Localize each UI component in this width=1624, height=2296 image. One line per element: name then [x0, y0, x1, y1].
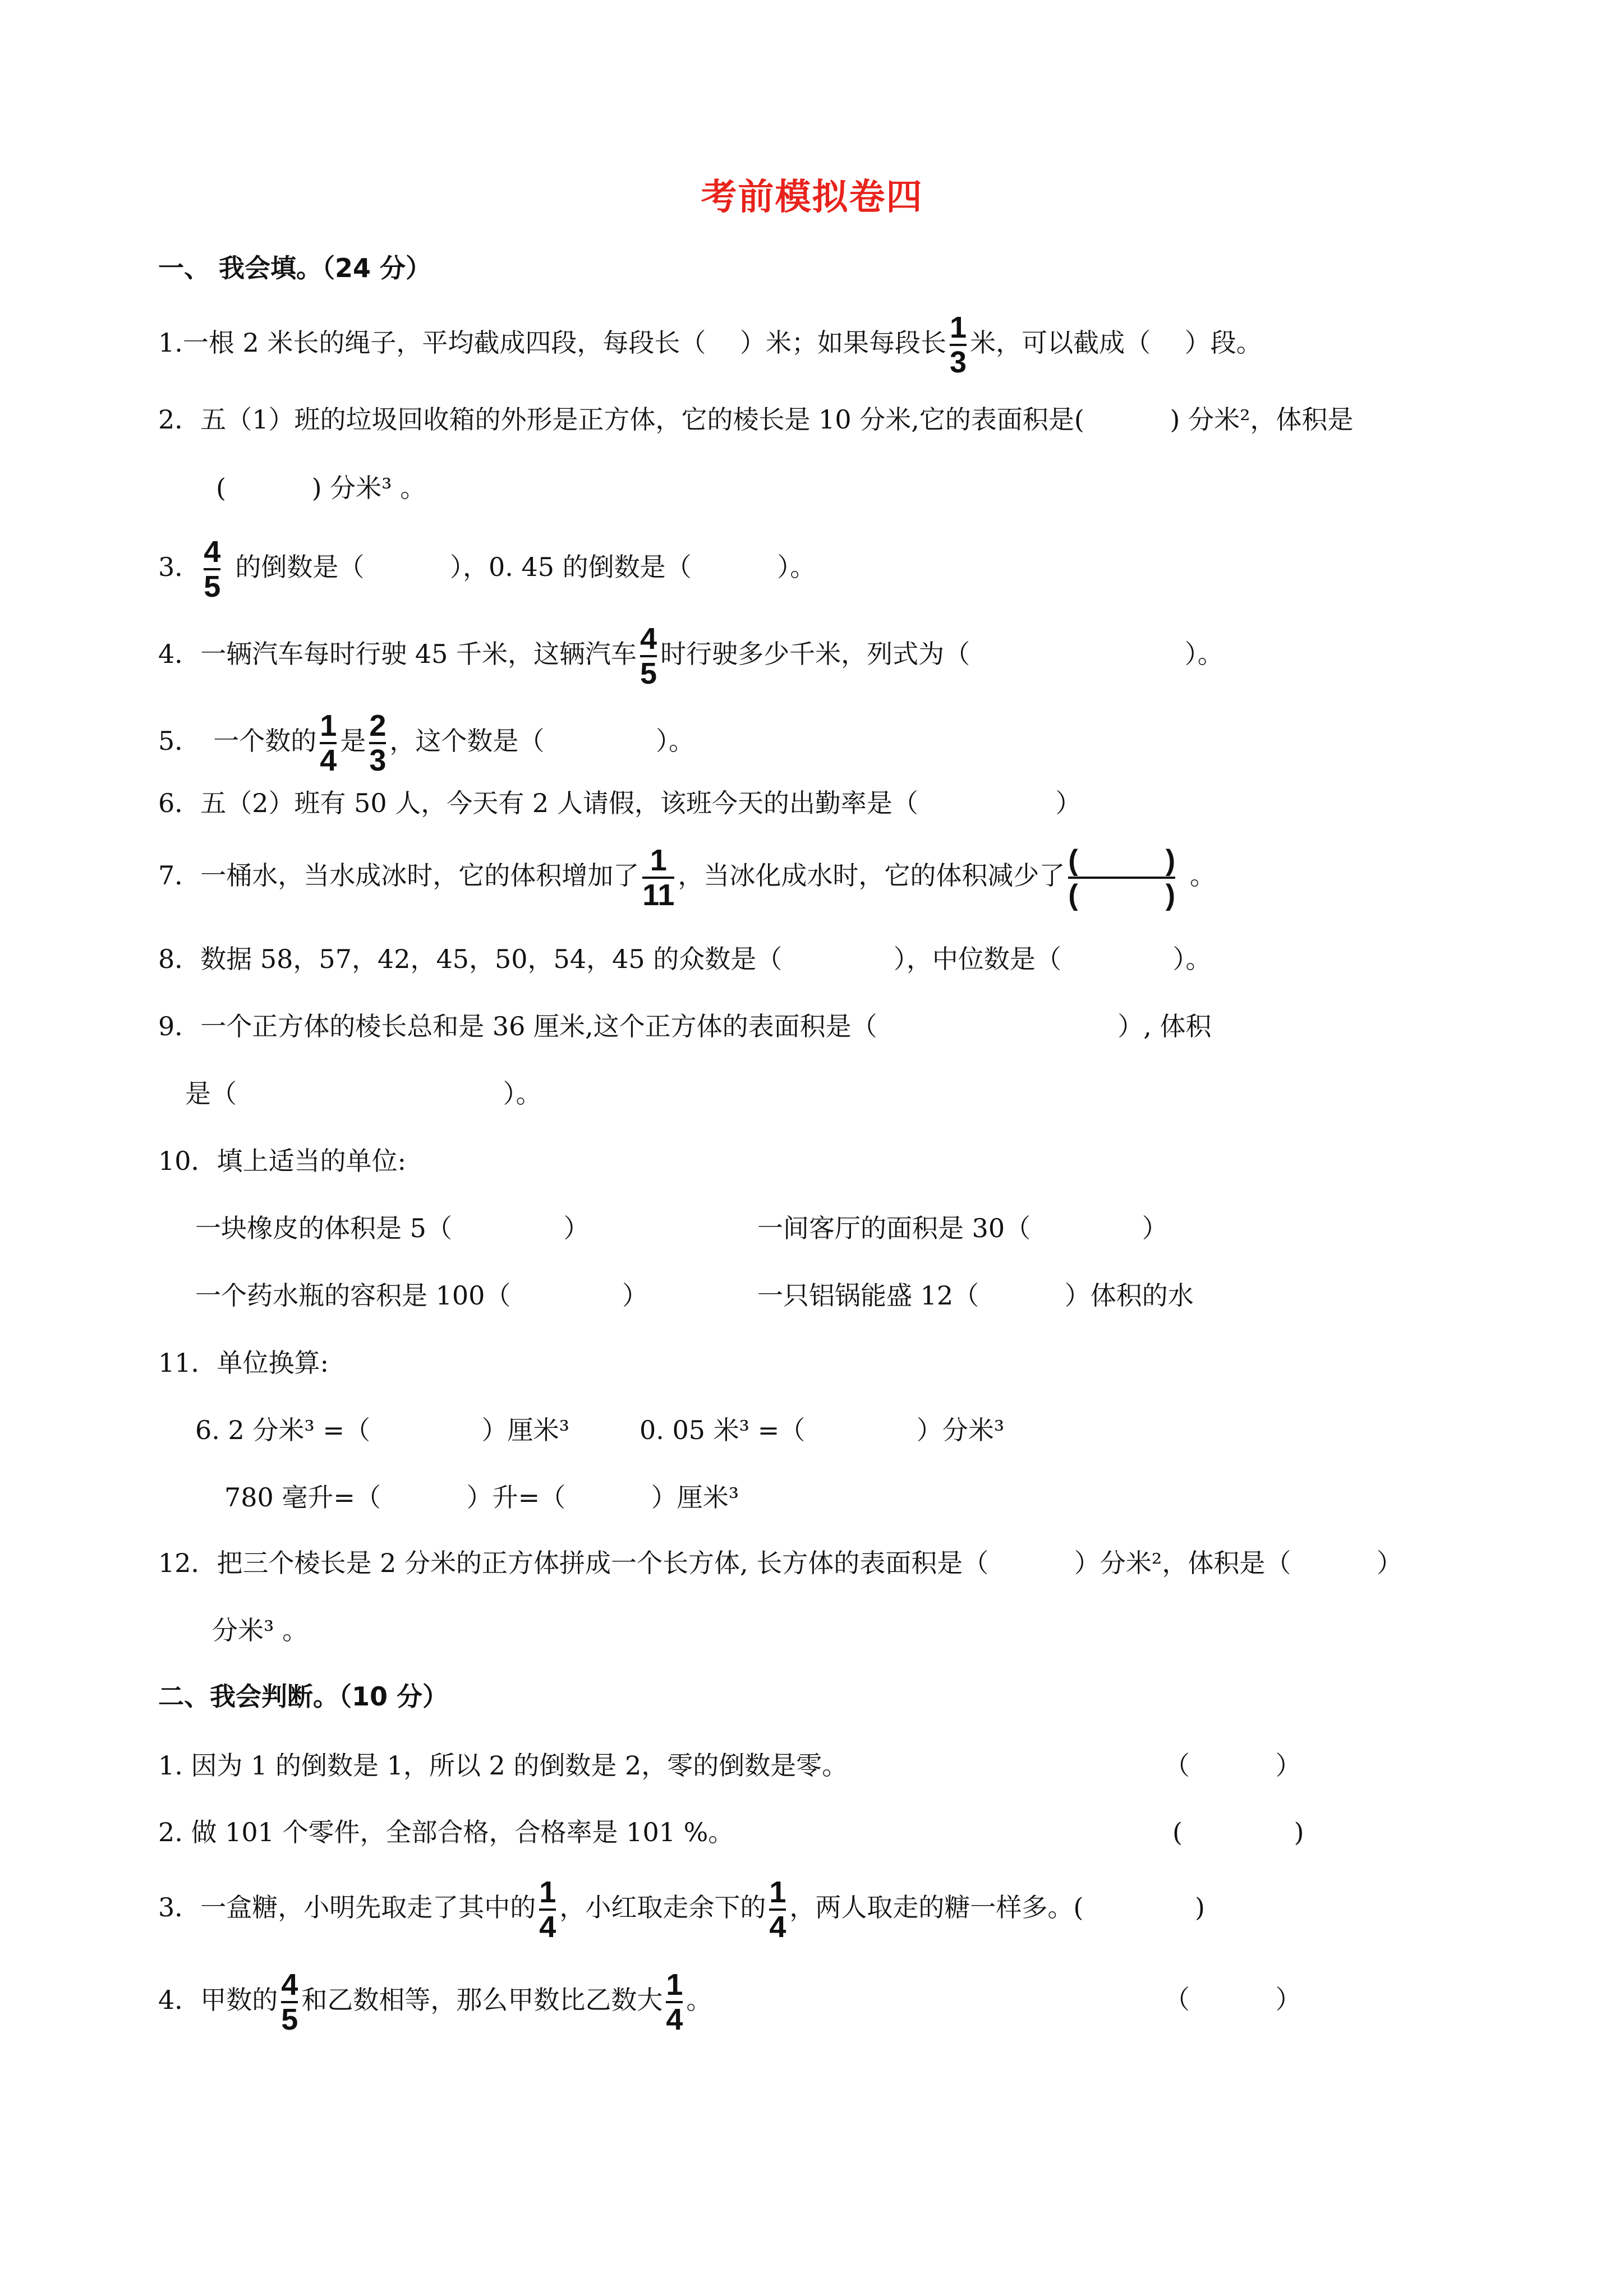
question-1-text-a: 1.一根 2 米长的绳子，平均截成四段，每段长（ ）米；如果每段长: [158, 328, 947, 358]
question-7-text-a: 7．一桶水，当水成冰时，它的体积增加了: [158, 860, 640, 891]
question-7-text-c: 。: [1190, 860, 1216, 891]
question-9: 9．一个正方体的棱长总和是 36 厘米,这个正方体的表面积是（ ）, 体积: [158, 1011, 1212, 1041]
question-11-item-2: 0. 05 米³ =（ ）分米³: [640, 1415, 1005, 1445]
judgement-4-answer-paren: （ ）: [1164, 1984, 1301, 2014]
question-2-continued: ( ) 分米³ 。: [216, 473, 426, 503]
fraction-denominator: 3: [950, 345, 967, 379]
question-2: 2．五（1）班的垃圾回收箱的外形是正方体，它的棱长是 10 分米,它的表面积是( ) 分米²，体积是: [158, 404, 1354, 435]
fraction-numerator: 4: [281, 1968, 298, 2002]
question-10-item-4: 一只铝锅能盛 12（ ）体积的水: [757, 1280, 1194, 1311]
fraction-numerator: 1: [666, 1968, 683, 2002]
section-2-heading: 二、我会判断。（10 分）: [158, 1681, 449, 1712]
fraction-numerator: 4: [640, 622, 657, 656]
question-4-text-b: 时行驶多少千米，列式为（ ）。: [660, 639, 1223, 669]
judgement-4-text-b: 。: [686, 1985, 712, 2015]
question-5-text-a: 5． 一个数的: [158, 726, 317, 756]
fraction-denominator: 4: [769, 1910, 786, 1944]
fraction-denominator: 5: [281, 2003, 298, 2036]
question-7: [158, 844, 1216, 911]
judgement-4-text-mid: 和乙数相等，那么甲数比乙数大: [301, 1985, 663, 2015]
question-1-text-b: 米，可以截成（ ）段。: [970, 328, 1262, 358]
fraction-one-quarter: [539, 1876, 556, 1943]
judgement-4-text-a: 4．甲数的: [158, 1985, 278, 2015]
fraction-denominator: 4: [320, 744, 337, 777]
question-4: [158, 623, 1223, 690]
fraction-denominator: 4: [539, 1910, 556, 1944]
question-9-continued: 是（ ）。: [185, 1078, 542, 1109]
fraction-four-fifths: [281, 1968, 298, 2036]
question-11-item-1: 6. 2 分米³ =（ ）厘米³: [195, 1415, 570, 1445]
judgement-1-answer-paren: （ ）: [1164, 1750, 1301, 1781]
question-12: 12．把三个棱长是 2 分米的正方体拼成一个长方体, 长方体的表面积是（ ）分米²，体积是（ ）: [158, 1548, 1402, 1578]
question-11-item-3: 780 毫升=（ ）升=（ ）厘米³: [224, 1482, 739, 1513]
question-8: 8．数据 58，57，42，45，50，54，45 的众数是（ ），中位数是（ ）。: [158, 944, 1212, 974]
fraction-denominator: 5: [204, 570, 221, 603]
fraction-denominator: 4: [666, 2003, 683, 2036]
section-1-heading: 一、 我会填。（24 分）: [158, 253, 432, 283]
fraction-two-thirds: [369, 709, 386, 777]
question-5: [158, 709, 694, 777]
judgement-3-text-mid: ，小红取走余下的: [559, 1892, 766, 1922]
judgement-3-text-b: ，两人取走的糖一样多。( ): [789, 1892, 1205, 1922]
question-7-text-b: ，当冰化成水时，它的体积减少了: [678, 860, 1065, 891]
fraction-four-fifths: [204, 536, 220, 603]
fraction-one-eleventh: [642, 844, 674, 911]
fraction-numerator: 1: [769, 1875, 786, 1909]
blank-numerator: ( ): [1068, 844, 1176, 877]
question-3: [158, 536, 816, 603]
judgement-4: [158, 1968, 712, 2036]
question-5-text-b: ，这个数是（ ）。: [389, 726, 694, 756]
judgement-2: 2. 做 101 个零件，全部合格，合格率是 101 %。: [158, 1817, 734, 1847]
blank-fraction: [1068, 844, 1175, 911]
fraction-denominator: 3: [369, 744, 387, 777]
fraction-one-quarter: [769, 1876, 786, 1943]
question-10-item-3: 一个药水瓶的容积是 100（ ）: [195, 1280, 648, 1311]
question-11: 11．单位换算:: [158, 1348, 329, 1378]
question-3-text: 的倒数是（ ），0. 45 的倒数是（ ）。: [235, 552, 816, 582]
judgement-2-answer-paren: ( ): [1172, 1817, 1304, 1847]
question-3-number: 3．: [158, 552, 201, 582]
fraction-one-quarter: [320, 709, 337, 777]
fraction-one-third: [950, 311, 967, 379]
fraction-numerator: 4: [204, 535, 221, 569]
question-6: 6．五（2）班有 50 人，今天有 2 人请假，该班今天的出勤率是（ ）: [158, 788, 1082, 818]
fraction-denominator: 11: [642, 878, 675, 912]
judgement-3: [158, 1876, 1205, 1943]
question-12-continued: 分米³ 。: [212, 1615, 309, 1645]
judgement-3-text-a: 3．一盒糖，小明先取走了其中的: [158, 1892, 536, 1922]
question-1: [158, 311, 1262, 379]
fraction-denominator: 5: [640, 657, 657, 690]
fraction-one-quarter: [666, 1968, 683, 2036]
fraction-numerator: 1: [539, 1875, 556, 1909]
page-title: 考前模拟卷四: [701, 177, 923, 218]
question-4-text-a: 4．一辆汽车每时行驶 45 千米，这辆汽车: [158, 639, 637, 669]
question-10-item-2: 一间客厅的面积是 30（ ）: [757, 1213, 1168, 1243]
question-10-item-1: 一块橡皮的体积是 5（ ）: [195, 1213, 590, 1243]
fraction-four-fifths: [640, 623, 657, 690]
judgement-1: 1. 因为 1 的倒数是 1，所以 2 的倒数是 2，零的倒数是零。: [158, 1750, 848, 1781]
fraction-numerator: 1: [320, 709, 337, 743]
question-5-text-mid: 是: [340, 726, 366, 756]
blank-denominator: ( ): [1068, 879, 1176, 911]
fraction-numerator: 1: [950, 311, 967, 344]
fraction-numerator: 1: [650, 843, 667, 877]
question-10: 10．填上适当的单位:: [158, 1146, 407, 1176]
fraction-numerator: 2: [369, 709, 387, 743]
